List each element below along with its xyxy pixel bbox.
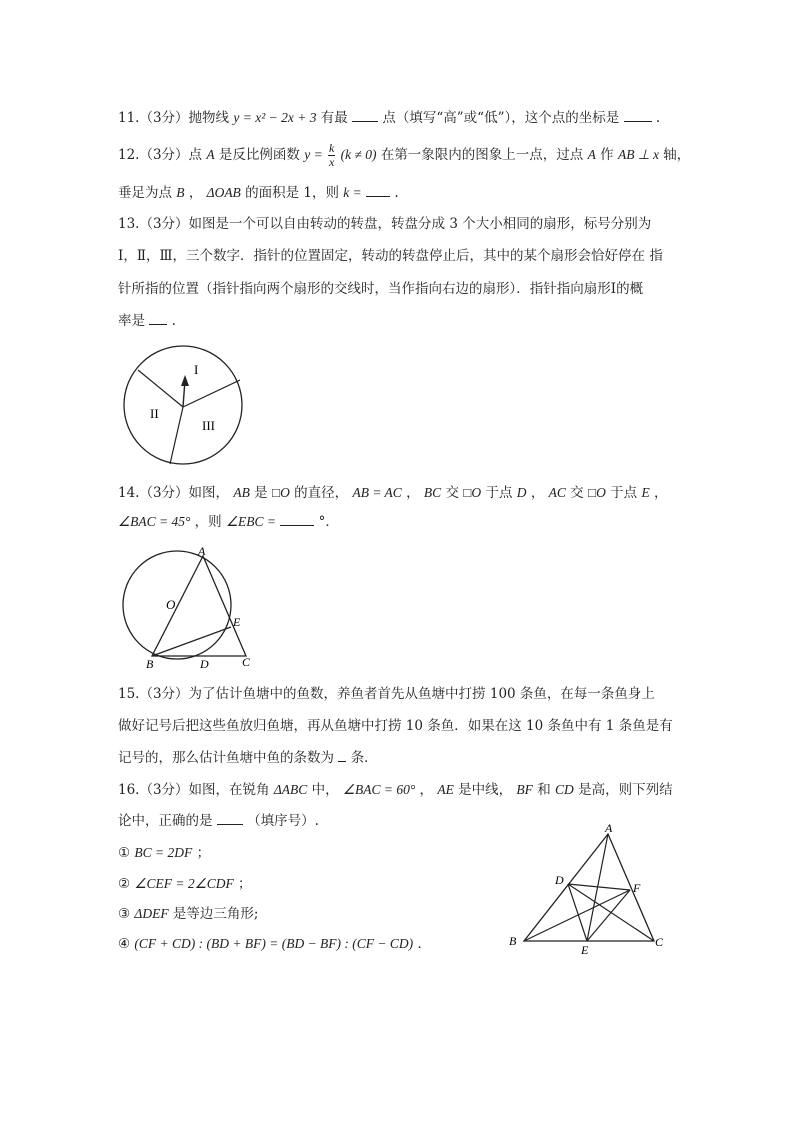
label-e: E bbox=[233, 615, 241, 629]
q16-line2-prefix: 论中，正确的是 bbox=[118, 813, 213, 829]
q12-fraction bbox=[328, 142, 335, 169]
q16-opt4-num: ④ bbox=[118, 936, 131, 952]
q11-blank-1[interactable] bbox=[352, 108, 378, 122]
question-15-line-1: 15.（3分）为了估计鱼塘中的鱼数，养鱼者首先从鱼塘中打捞 100 条鱼，在每一条鱼身上 bbox=[118, 686, 655, 702]
q14-is: 是 bbox=[254, 485, 268, 501]
question-13-line-3: 针所指的位置（指针指向两个扇形的交线时，当作指向右边的扇形）．指针指向扇形Ⅰ的概 bbox=[118, 281, 644, 297]
q14-angle-bac: ∠BAC = 45° bbox=[118, 514, 191, 529]
question-16-line-2 bbox=[118, 811, 319, 831]
label-a: A bbox=[198, 544, 206, 558]
question-13-line-2: Ⅰ，Ⅱ，Ⅲ，三个数字．指针的位置固定，转动的转盘停止后，其中的某个扇形会恰好停在 指 bbox=[118, 248, 663, 264]
q14-degree: °． bbox=[318, 514, 339, 530]
q16-ae: AE bbox=[437, 782, 454, 797]
q14-ac: AC bbox=[548, 485, 566, 500]
q11-function: y = x² − 2x + 3 bbox=[233, 110, 317, 125]
q13-line4-end: . bbox=[171, 313, 176, 329]
q14-angle-ebc: ∠EBC = bbox=[225, 514, 277, 529]
q15-line3-end: 条． bbox=[350, 750, 378, 766]
q12-point-a: A bbox=[206, 147, 215, 162]
q12-y-eq: y = bbox=[304, 147, 323, 162]
circle-o bbox=[123, 551, 231, 659]
q12-prefix: 12.（3分）点 bbox=[118, 147, 203, 163]
q16-opt1-num: ① bbox=[118, 845, 131, 861]
triangle-altitudes-figure bbox=[505, 820, 675, 960]
spinner-divider-3 bbox=[170, 407, 183, 464]
question-13-line-4 bbox=[118, 311, 176, 331]
pointer-arrowhead bbox=[181, 375, 189, 386]
q14-ab-eq-ac: AB = AC bbox=[352, 485, 402, 500]
q16-opt3-num: ③ bbox=[118, 906, 131, 922]
q16-opt2-num: ② bbox=[118, 876, 131, 892]
q16-opt1-end: ； bbox=[196, 845, 211, 861]
q16-opt4-text: (CF + CD) : (BD + BF) = (BD − BF) : (CF − CD) bbox=[134, 936, 414, 951]
q12-end: . bbox=[394, 185, 399, 201]
q16-blank[interactable] bbox=[217, 811, 243, 825]
q16-line2-end: （填序号）. bbox=[247, 813, 319, 829]
q16-middle: 中， bbox=[311, 782, 339, 798]
q12-point-b: B bbox=[176, 185, 185, 200]
q16-opt1-text: BC = 2DF bbox=[134, 845, 193, 860]
q14-circle-o-2: □O bbox=[463, 485, 482, 500]
q15-line3-prefix: 记号的，那么估计鱼塘中鱼的条数为 bbox=[118, 750, 334, 766]
label-e-2: E bbox=[581, 943, 589, 957]
spinner-label-3: III bbox=[202, 418, 215, 433]
q16-and: 和 bbox=[537, 782, 551, 798]
spinner-label-1: I bbox=[194, 362, 199, 377]
q12-text1: 是反比例函数 bbox=[218, 147, 300, 163]
segment-ef bbox=[587, 890, 630, 941]
q12-line2-mid: ， bbox=[188, 185, 203, 201]
q14-at-e: 于点 bbox=[610, 485, 638, 501]
label-o: O bbox=[166, 597, 176, 612]
q14-bc: BC bbox=[423, 485, 442, 500]
q16-opt3-end: 是等边三角形; bbox=[172, 906, 259, 922]
q12-blank[interactable] bbox=[366, 183, 390, 197]
segment-df bbox=[568, 884, 630, 890]
q16-option-3 bbox=[118, 904, 258, 924]
q16-opt4-end: ． bbox=[417, 936, 431, 952]
q14-at-d: 于点 bbox=[485, 485, 513, 501]
q13-blank[interactable] bbox=[149, 311, 167, 325]
q14-d: D bbox=[516, 485, 527, 500]
question-14-line-2 bbox=[118, 512, 339, 532]
question-12-line-1 bbox=[118, 142, 690, 169]
q12-perp: AB ⊥ x bbox=[617, 147, 659, 162]
circle-triangle-figure bbox=[118, 542, 268, 672]
label-f-2: F bbox=[633, 881, 641, 895]
question-11 bbox=[118, 108, 660, 128]
q16-alt: 是高，则下列结 bbox=[578, 782, 673, 798]
question-16-line-1: 16.（3分）如图，在锐角 ΔABC 中， ∠BAC = 60° ， AE 是中线， BF 和 CD 是高，则下列结 bbox=[118, 782, 673, 798]
q12-text4: 轴， bbox=[663, 147, 691, 163]
question-12-line-2 bbox=[118, 183, 399, 203]
spinner-figure bbox=[120, 340, 250, 470]
question-15-line-2: 做好记号后把这些鱼放归鱼塘，再从鱼塘中打捞 10 条鱼．如果在这 10 条鱼中有 1 条鱼是有 bbox=[118, 718, 673, 734]
q14-diam: 的直径， bbox=[294, 485, 349, 501]
q16-bf: BF bbox=[516, 782, 533, 797]
q16-opt2-text: ∠CEF = 2∠CDF bbox=[134, 876, 234, 891]
q14-circle-o: □O bbox=[271, 485, 290, 500]
q12-condition: (k ≠ 0) bbox=[340, 147, 377, 162]
q11-mid2: 点（填写“高”或“低”），这个点的坐标是 bbox=[382, 110, 620, 126]
q16-option-2 bbox=[118, 874, 252, 894]
q14-ab: AB bbox=[233, 485, 250, 500]
q12-frac-den: x bbox=[328, 155, 335, 169]
q14-then: ，则 bbox=[194, 514, 222, 530]
q13-line4-prefix: 率是 bbox=[118, 313, 145, 329]
q14-comma-2: ， bbox=[530, 485, 545, 501]
q12-point-a-2: A bbox=[587, 147, 596, 162]
question-15-line-3 bbox=[118, 748, 378, 768]
label-b: B bbox=[146, 657, 154, 671]
q16-prefix: 16.（3分）如图，在锐角 bbox=[118, 782, 270, 798]
q16-cd: CD bbox=[555, 782, 574, 797]
q11-prefix: 11.（3分）抛物线 bbox=[118, 110, 230, 126]
q14-prefix: 14.（3分）如图， bbox=[118, 485, 230, 501]
q12-text2: 在第一象限内的图象上一点，过点 bbox=[380, 147, 584, 163]
label-d: D bbox=[200, 657, 209, 671]
spinner-label-2: II bbox=[150, 406, 159, 421]
q16-angle: ∠BAC = 60° bbox=[342, 782, 416, 797]
q11-middle: 有最 bbox=[320, 110, 348, 126]
q12-frac-num: k bbox=[328, 141, 335, 155]
q16-opt3-text: ΔDEF bbox=[134, 906, 169, 921]
q11-blank-2[interactable] bbox=[624, 108, 652, 122]
q14-inter-2: 交 bbox=[570, 485, 584, 501]
altitude-bf bbox=[524, 890, 630, 941]
label-c: C bbox=[242, 655, 251, 669]
question-14-line-1 bbox=[118, 483, 668, 503]
q12-text3: 作 bbox=[600, 147, 614, 163]
q16-option-4 bbox=[118, 934, 431, 954]
q16-opt2-end: ； bbox=[238, 876, 252, 892]
label-c-2: C bbox=[655, 935, 664, 949]
q14-comma-3: ， bbox=[654, 485, 668, 501]
label-a-2: A bbox=[605, 821, 613, 835]
q16-median: 是中线， bbox=[458, 782, 513, 798]
q16-triangle: ΔABC bbox=[273, 782, 308, 797]
spinner-divider-1 bbox=[138, 370, 183, 407]
q12-line2-prefix: 垂足为点 bbox=[118, 185, 172, 201]
q14-comma-1: ， bbox=[406, 485, 420, 501]
q14-e: E bbox=[641, 485, 650, 500]
q16-option-1 bbox=[118, 843, 210, 863]
q14-inter-1: 交 bbox=[445, 485, 459, 501]
q11-end: . bbox=[655, 110, 661, 126]
label-d-2: D bbox=[555, 873, 564, 887]
q14-blank[interactable] bbox=[280, 512, 314, 526]
spinner-divider-2 bbox=[183, 380, 240, 407]
q12-k-eq: k = bbox=[343, 185, 362, 200]
q12-line2-text: 的面积是 1，则 bbox=[245, 185, 339, 201]
q15-blank[interactable] bbox=[338, 748, 346, 762]
label-b-2: B bbox=[509, 934, 517, 948]
q12-triangle: ΔOAB bbox=[206, 185, 241, 200]
q14-circle-o-3: □O bbox=[587, 485, 606, 500]
question-13-line-1: 13.（3分）如图是一个可以自由转动的转盘，转盘分成 3 个大小相同的扇形，标号分别为 bbox=[118, 216, 652, 232]
